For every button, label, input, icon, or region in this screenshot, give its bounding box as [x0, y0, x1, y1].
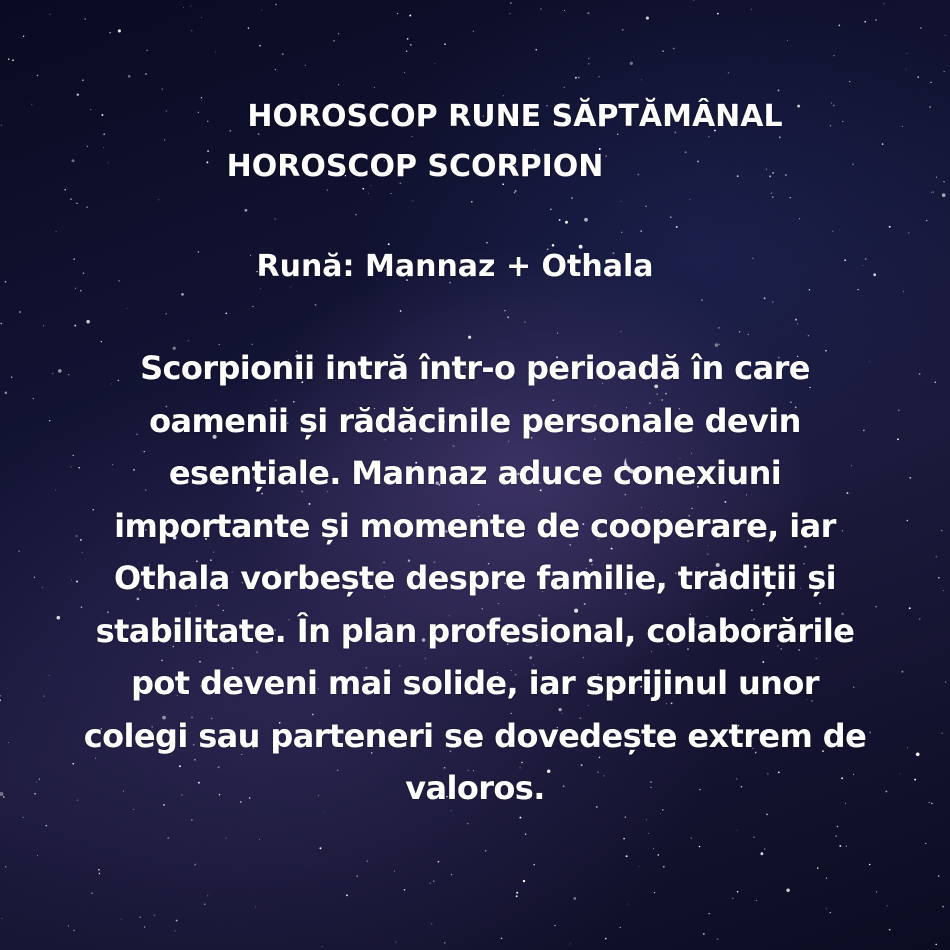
star [817, 867, 819, 869]
star [523, 880, 525, 882]
star [282, 53, 284, 55]
star [564, 10, 565, 11]
star [826, 908, 827, 909]
star [128, 75, 131, 78]
star [941, 733, 942, 734]
star [837, 826, 839, 828]
star [564, 87, 565, 88]
star [751, 9, 752, 10]
star [444, 43, 446, 45]
star [826, 878, 827, 879]
star [587, 12, 589, 14]
star [943, 181, 944, 182]
horoscope-paragraph [20, 342, 930, 815]
star [322, 946, 323, 947]
star [588, 63, 589, 64]
star [145, 73, 147, 75]
star [693, 0, 694, 1]
star [935, 944, 937, 946]
star [875, 19, 877, 21]
star [737, 830, 738, 831]
star [941, 530, 942, 531]
star [23, 36, 24, 37]
star [945, 35, 946, 36]
star [431, 923, 432, 924]
star [760, 852, 763, 855]
star [756, 900, 757, 901]
star [73, 930, 75, 932]
star [869, 864, 871, 866]
star [433, 880, 434, 881]
star [573, 897, 576, 900]
star [404, 72, 405, 73]
star [167, 837, 169, 839]
star [945, 682, 946, 683]
star [907, 53, 908, 54]
star [839, 845, 841, 847]
star [395, 941, 396, 942]
page-subtitle: HOROSCOP SCORPION [226, 149, 604, 184]
star [516, 892, 518, 894]
paragraph-line: Othala vorbește despre familie, tradiții și [113, 559, 837, 597]
star [144, 926, 145, 927]
star [0, 695, 1, 696]
star [626, 855, 628, 857]
star [3, 796, 4, 797]
star [623, 838, 625, 840]
star [625, 816, 626, 817]
star [935, 382, 936, 383]
star [654, 892, 655, 893]
star [646, 17, 649, 20]
star [554, 925, 555, 926]
star [646, 819, 647, 820]
star [146, 50, 147, 51]
paragraph-line: colegi sau parteneri se dovedește extrem de [83, 716, 867, 755]
star [467, 823, 469, 825]
star [191, 30, 192, 31]
star [176, 920, 178, 922]
star [737, 891, 739, 893]
star [920, 27, 922, 29]
star [140, 917, 141, 918]
star [82, 79, 84, 81]
star [628, 904, 629, 905]
star [45, 825, 47, 827]
star [883, 3, 884, 4]
star [255, 907, 256, 908]
star [764, 848, 765, 849]
star [49, 14, 50, 15]
star [434, 63, 435, 64]
star [889, 929, 891, 931]
star [485, 850, 487, 852]
star [259, 45, 261, 47]
star [338, 33, 339, 34]
star [639, 866, 640, 867]
star [121, 919, 122, 920]
star [22, 817, 23, 818]
star [936, 177, 937, 178]
star [753, 837, 754, 838]
star [598, 76, 599, 77]
star [98, 869, 100, 871]
star [509, 13, 510, 14]
star [320, 847, 322, 849]
star [8, 742, 9, 743]
star [204, 904, 205, 905]
star [833, 55, 834, 56]
star [0, 323, 2, 325]
star [876, 891, 877, 892]
star [578, 77, 580, 79]
star [109, 32, 110, 33]
star [943, 590, 944, 591]
star [68, 925, 69, 926]
star [648, 833, 649, 834]
star [663, 866, 665, 868]
star [338, 84, 339, 85]
paragraph-line: importante și momente de cooperare, iar [114, 506, 836, 545]
star [588, 58, 590, 60]
star [5, 281, 7, 283]
paragraph-line: oamenii și rădăcinile personale devin [149, 401, 801, 440]
star [717, 938, 719, 940]
star [653, 848, 654, 849]
star [305, 65, 306, 66]
star [154, 915, 155, 916]
star [620, 927, 621, 928]
star [194, 864, 196, 866]
star [85, 18, 86, 19]
star [226, 837, 227, 838]
star [938, 577, 940, 579]
star [11, 377, 12, 378]
star [864, 21, 866, 23]
star [930, 82, 931, 83]
star [451, 874, 452, 875]
star [849, 81, 850, 82]
star [786, 888, 790, 892]
star [931, 803, 933, 805]
star [190, 6, 191, 7]
page-title: HOROSCOP RUNE SĂPTĂMÂNAL [247, 99, 783, 134]
star [248, 28, 249, 29]
star [938, 875, 939, 876]
star [886, 905, 887, 906]
star [575, 77, 577, 79]
star [2, 918, 3, 919]
star [5, 866, 6, 867]
star [410, 44, 411, 45]
star [215, 52, 216, 53]
star [346, 894, 348, 896]
star [533, 864, 534, 865]
star [397, 13, 398, 14]
star [374, 87, 375, 88]
star [0, 792, 3, 796]
star [516, 895, 518, 897]
star [183, 7, 184, 8]
star [162, 88, 163, 89]
star [261, 9, 262, 10]
star [118, 29, 121, 32]
star [630, 62, 633, 65]
star [409, 15, 411, 17]
star [99, 873, 100, 874]
star [510, 2, 511, 3]
paragraph-line: pot deveni mai solide, iar sprijinul unor [131, 664, 819, 702]
star [275, 69, 276, 70]
star [525, 833, 526, 834]
star [394, 871, 395, 872]
star [943, 71, 944, 72]
rune-label: Rună: Mannaz + Othala [256, 249, 654, 284]
star [535, 49, 537, 51]
star [12, 59, 14, 61]
star [673, 48, 675, 50]
star [732, 898, 733, 899]
horoscope-text-block [20, 92, 930, 815]
star [662, 50, 664, 52]
paragraph-line: esențiale. Mannaz aduce conexiuni [168, 454, 782, 492]
paragraph-line: Scorpionii intră într-o perioadă în care [140, 349, 810, 387]
paragraph-line: valoros. [405, 769, 545, 807]
star [838, 25, 840, 27]
star [37, 855, 38, 856]
star [622, 29, 624, 31]
star [201, 17, 202, 18]
star [942, 906, 944, 908]
star [709, 913, 710, 914]
star [605, 938, 607, 940]
star [37, 75, 39, 77]
star [356, 875, 358, 877]
star [5, 392, 8, 395]
star [933, 192, 934, 193]
paragraph-line: stabilitate. În plan profesional, colaborările [95, 611, 855, 650]
star [699, 846, 701, 848]
star [540, 8, 541, 9]
star [925, 843, 926, 844]
star [658, 854, 660, 856]
star [935, 556, 936, 557]
star [728, 72, 729, 73]
star [787, 40, 788, 41]
star [1, 125, 2, 126]
star [846, 846, 847, 847]
star [942, 193, 946, 197]
star [275, 4, 277, 6]
star [8, 58, 9, 59]
star [175, 930, 176, 931]
star [259, 839, 260, 840]
star [429, 882, 430, 883]
star [717, 13, 719, 15]
star [501, 938, 503, 940]
star [905, 68, 906, 69]
star [931, 192, 932, 193]
star [835, 835, 837, 837]
star [444, 942, 446, 944]
star [333, 40, 335, 42]
star [191, 819, 192, 820]
star [473, 31, 474, 32]
star [641, 79, 642, 80]
star [406, 50, 407, 51]
star [407, 38, 409, 40]
star [207, 895, 208, 896]
star [91, 893, 93, 895]
star [519, 817, 521, 819]
star [917, 76, 919, 78]
star [0, 699, 1, 701]
star [367, 860, 368, 861]
star [691, 837, 692, 838]
star [570, 943, 571, 944]
star [703, 933, 705, 935]
star [404, 889, 406, 891]
star [438, 861, 440, 863]
star [830, 912, 831, 913]
